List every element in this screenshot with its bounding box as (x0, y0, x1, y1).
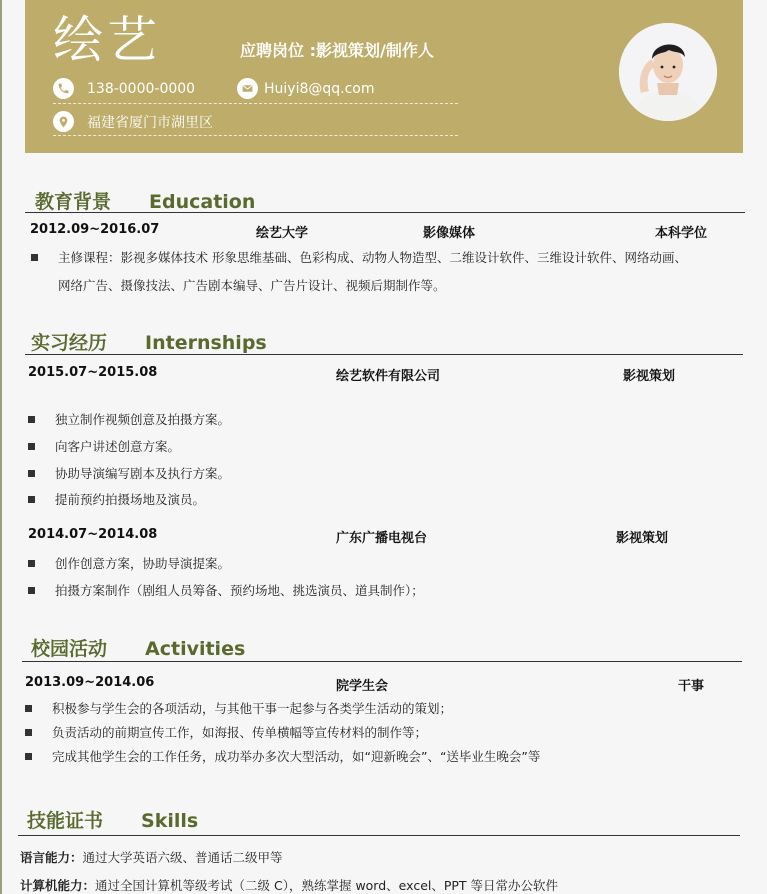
section-title-en: Internships (145, 332, 267, 354)
section-rule (22, 661, 742, 662)
list-item: 拍摄方案制作（剧组人员筹备、预约场地、挑选演员、道具制作）； (55, 583, 424, 598)
location-icon (53, 111, 74, 132)
section-rule (25, 212, 745, 213)
address: 福建省厦门市湖里区 (87, 114, 213, 131)
section-title-skills (27, 806, 198, 833)
section-title-activities (31, 634, 245, 661)
email-icon (237, 78, 258, 99)
list-item: 创作创意方案，协助导演提案。 (55, 556, 231, 571)
job-date: 2014.07~2014.08 (28, 527, 158, 542)
divider (53, 103, 458, 104)
skill-text: 通过大学英语六级、普通话二级甲等 (82, 850, 283, 865)
divider (53, 135, 458, 136)
phone-number: 138-0000-0000 (87, 80, 196, 97)
section-title-cn: 校园活动 (31, 638, 108, 660)
skill-text: 通过全国计算机等级考试（二级 C），熟练掌握 word、excel、PPT 等日常办公软件 (95, 878, 559, 893)
skill-language (20, 848, 283, 866)
section-title-cn: 技能证书 (27, 810, 104, 832)
job-role: 影视策划 (616, 531, 669, 546)
address-row (53, 111, 213, 132)
activity-date: 2013.09~2014.06 (25, 675, 155, 690)
skill-label: 计算机能力： (20, 878, 96, 893)
section-title-en: Education (149, 191, 256, 213)
resume-header (25, 0, 743, 153)
section-title-cn: 教育背景 (35, 191, 112, 213)
list-item: 独立制作视频创意及拍摄方案。 (55, 412, 231, 427)
list-item: 提前预约拍摄场地及演员。 (55, 492, 206, 507)
job-date: 2015.07~2015.08 (28, 365, 158, 380)
edu-degree: 本科学位 (655, 226, 708, 241)
section-rule (18, 835, 740, 836)
edu-school: 绘艺大学 (256, 226, 309, 241)
edu-course: 主修课程：影视多媒体技术 形象思维基础、色彩构成、动物人物造型、二维设计软件、三维设计软件、网络动画、 (58, 250, 687, 265)
section-title-en: Activities (145, 638, 246, 660)
edu-course-cont: 网络广告、摄像技法、广告剧本编导、广告片设计、视频后期制作等。 (58, 278, 446, 293)
section-rule (25, 354, 743, 355)
job-target: 应聘岗位 :影视策划/制作人 (240, 41, 434, 60)
list-item: 负责活动的前期宣传工作，如海报、传单横幅等宣传材料的制作等； (52, 725, 428, 740)
email-address: Huiyi8@qq.com (264, 80, 375, 97)
section-title-education (35, 187, 255, 214)
list-item: 积极参与学生会的各项活动，与其他干事一起参与各类学生活动的策划； (52, 701, 453, 716)
job-company: 绘艺软件有限公司 (336, 369, 441, 384)
list-item: 向客户讲述创意方案。 (55, 439, 181, 454)
profile-photo (619, 23, 717, 121)
phone-icon (53, 78, 74, 99)
list-item: 完成其他学生会的工作任务，成功举办多次大型活动，如“迎新晚会”、“送毕业生晚会”等 (52, 749, 541, 764)
edu-major: 影像媒体 (423, 226, 476, 241)
job-company: 广东广播电视台 (336, 531, 428, 546)
section-title-internships (31, 328, 267, 355)
section-title-en: Skills (141, 810, 199, 832)
activity-role: 干事 (678, 679, 705, 694)
candidate-name: 绘艺 (53, 11, 161, 69)
list-item: 协助导演编写剧本及执行方案。 (55, 466, 231, 481)
skill-computer (20, 876, 558, 894)
section-title-cn: 实习经历 (31, 332, 108, 354)
contact-row (53, 78, 375, 99)
activity-org: 院学生会 (336, 679, 389, 694)
page-edge (0, 0, 2, 894)
skill-label: 语言能力： (20, 850, 83, 865)
job-role: 影视策划 (623, 369, 676, 384)
edu-date: 2012.09~2016.07 (30, 222, 160, 237)
